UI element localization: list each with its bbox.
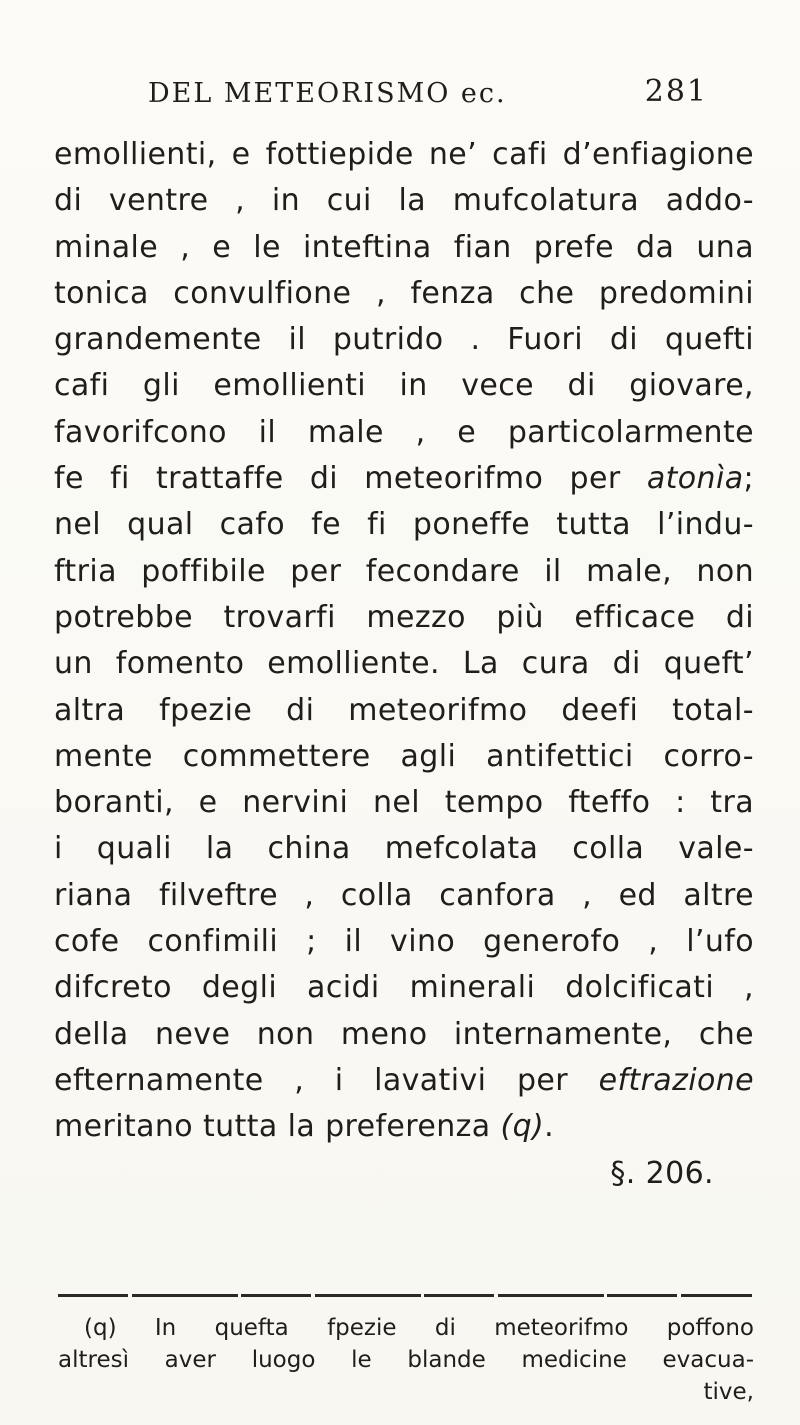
footnote-line: altresì aver luogo le blande medicine evacua- — [58, 1347, 754, 1373]
text-line: potrebbe trovarfi mezzo più efficace di — [54, 599, 754, 635]
text-line: favorifcono il male , e particolarmente — [54, 414, 754, 450]
footnote-line: tive, — [703, 1379, 754, 1405]
text-segment: fe fi trattaffe di meteorifmo per — [54, 461, 621, 497]
text-line-with-italic — [54, 456, 754, 502]
page-number: 281 — [644, 74, 708, 109]
punctuation: ; — [743, 461, 754, 497]
text-line: emollienti, e fottiepide ne’ cafi d’enfiagione — [54, 137, 754, 172]
footnote-line: (q) In quefta fpezie di meteorifmo poffono — [84, 1315, 754, 1341]
text-line: ftria poffibile per fecondare il male, non — [54, 553, 754, 589]
text-segment: efternamente , i lavativi per — [54, 1062, 568, 1098]
footnote — [58, 1312, 754, 1408]
text-line: di ventre , in cui la mufcolatura addo- — [54, 183, 754, 219]
text-line: minale , e le inteftina fian prefe da una — [54, 229, 754, 265]
running-head — [148, 74, 708, 128]
text-line: riana filveftre , colla canfora , ed altre — [54, 877, 754, 913]
section-mark: §. 206. — [610, 1155, 714, 1191]
text-line: nel qual cafo fe fi poneffe tutta l’indu- — [54, 507, 754, 543]
text-line: della neve non meno internamente, che — [54, 1016, 754, 1052]
punctuation: . — [544, 1109, 555, 1145]
text-line: boranti, e nervini nel tempo fteffo : tra — [54, 785, 754, 821]
text-line-with-note-ref — [54, 1104, 754, 1150]
text-line-with-italic — [54, 1058, 754, 1104]
body-text — [54, 132, 754, 1197]
footnote-reference: (q) — [500, 1109, 545, 1145]
text-line: tonica convulfione , fenza che predomini — [54, 275, 754, 311]
text-line: cofe confimili ; il vino generofo , l’ufo — [54, 924, 754, 960]
italic-term-atonia: atonìa — [646, 461, 744, 497]
text-line: i quali la china mefcolata colla vale- — [54, 831, 754, 867]
footnote-divider — [58, 1294, 752, 1297]
text-line: grandemente il putrido . Fuori di quefti — [54, 322, 754, 358]
text-line: difcreto degli acidi minerali dolcificati , — [54, 970, 754, 1006]
text-line: cafi gli emollienti in vece di giovare, — [54, 368, 754, 404]
text-line: altra fpezie di meteorifmo deefi total- — [54, 692, 754, 728]
text-line: un fomento emolliente. La cura di queft’ — [54, 646, 754, 682]
text-segment: meritano tutta la preferenza — [54, 1109, 491, 1145]
italic-term-estrazione: eftrazione — [598, 1062, 754, 1098]
running-title: DEL METEORISMO ec. — [148, 78, 507, 109]
text-line: mente commettere agli antifettici corro- — [54, 738, 754, 774]
